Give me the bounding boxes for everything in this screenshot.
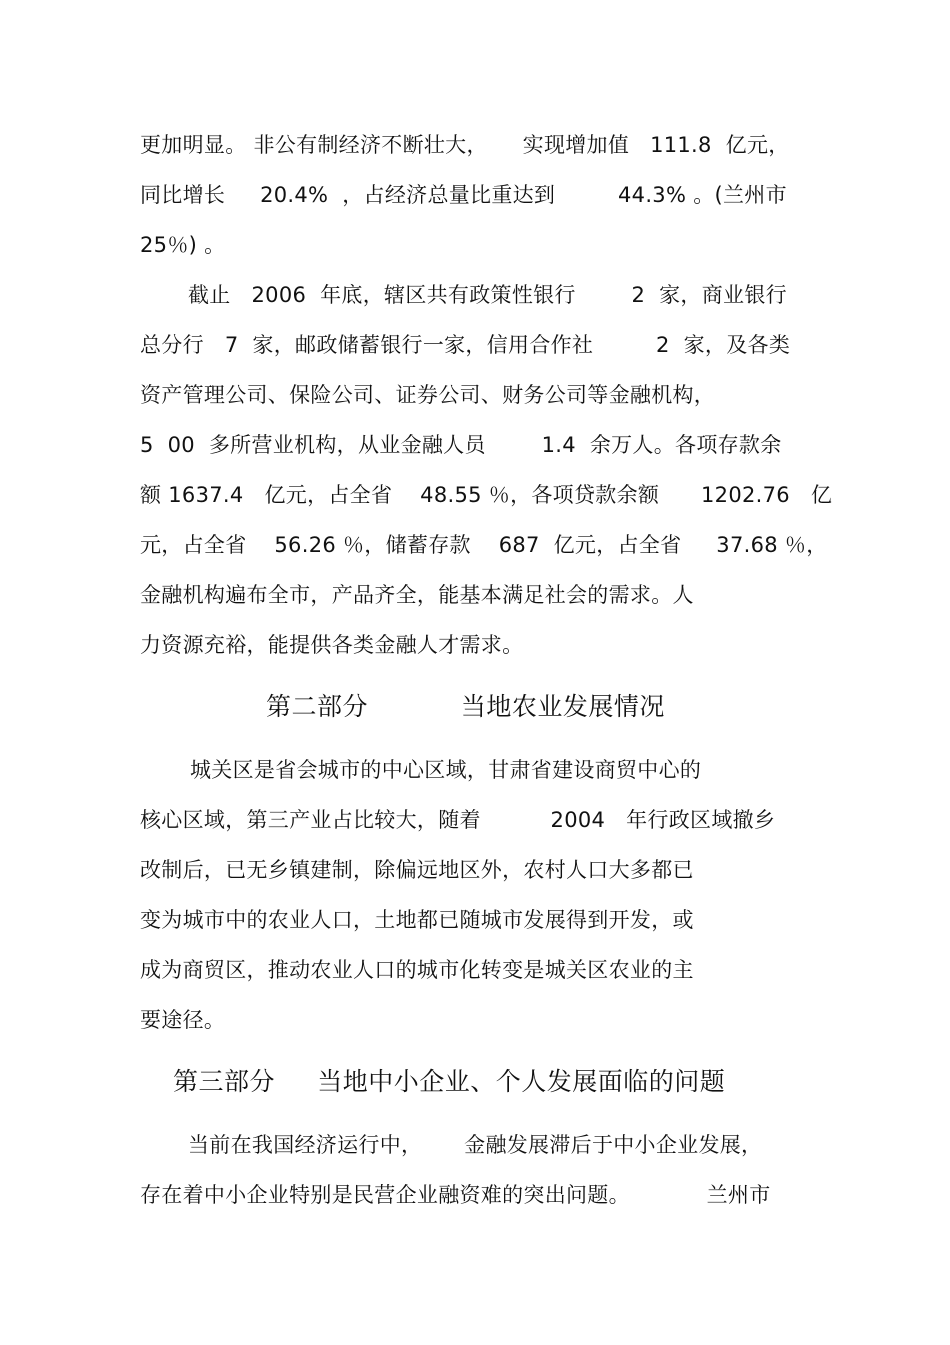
section-heading-part-2: 第二部分 当地农业发展情况 <box>266 692 665 721</box>
section-heading-part-3: 第三部分 当地中小企业、个人发展面临的问题 <box>173 1067 726 1096</box>
paragraph-2-line-8: 力资源充裕，能提供各类金融人才需求。 <box>140 633 524 657</box>
paragraph-3-line-1: 城关区是省会城市的中心区域，甘肃省建设商贸中心的 <box>190 758 702 782</box>
paragraph-2-line-2: 总分行 7 家，邮政储蓄银行一家，信用合作社 2 家，及各类 <box>140 333 791 357</box>
paragraph-2-line-7: 金融机构遍布全市，产品齐全，能基本满足社会的需求。人 <box>140 583 694 607</box>
paragraph-2-line-5: 额 1637.4 亿元，占全省 48.55 ％，各项贷款余额 1202.76 亿 <box>140 483 833 507</box>
paragraph-3-line-6: 要途径。 <box>140 1008 226 1032</box>
paragraph-3-line-5: 成为商贸区，推动农业人口的城市化转变是城关区农业的主 <box>140 958 694 982</box>
paragraph-2-line-3: 资产管理公司、保险公司、证券公司、财务公司等金融机构， <box>140 383 716 407</box>
paragraph-2-line-4: 5 00 多所营业机构，从业金融人员 1.4 余万人。各项存款余 <box>140 433 782 457</box>
paragraph-2-line-1: 截止 2006 年底，辖区共有政策性银行 2 家，商业银行 <box>188 283 787 307</box>
paragraph-4-line-1: 当前在我国经济运行中， 金融发展滞后于中小企业发展， <box>188 1133 763 1157</box>
paragraph-2-line-6: 元，占全省 56.26 ％，储蓄存款 687 亿元，占全省 37.68 ％， <box>140 533 828 557</box>
paragraph-4-line-2: 存在着中小企业特别是民营企业融资难的突出问题。 兰州市 <box>140 1183 771 1207</box>
paragraph-3-line-4: 变为城市中的农业人口，土地都已随城市发展得到开发，或 <box>140 908 694 932</box>
paragraph-1-line-2: 同比增长 20.4% ，占经济总量比重达到 44.3% 。(兰州市 <box>140 183 787 207</box>
paragraph-1-line-3: 25％) 。 <box>140 233 226 257</box>
paragraph-3-line-2: 核心区域，第三产业占比较大，随着 2004 年行政区域撤乡 <box>140 808 776 832</box>
paragraph-1-line-1: 更加明显。 非公有制经济不断壮大， 实现增加值 111.8 亿元， <box>140 133 790 157</box>
paragraph-3-line-3: 改制后，已无乡镇建制，除偏远地区外，农村人口大多都已 <box>140 858 694 882</box>
